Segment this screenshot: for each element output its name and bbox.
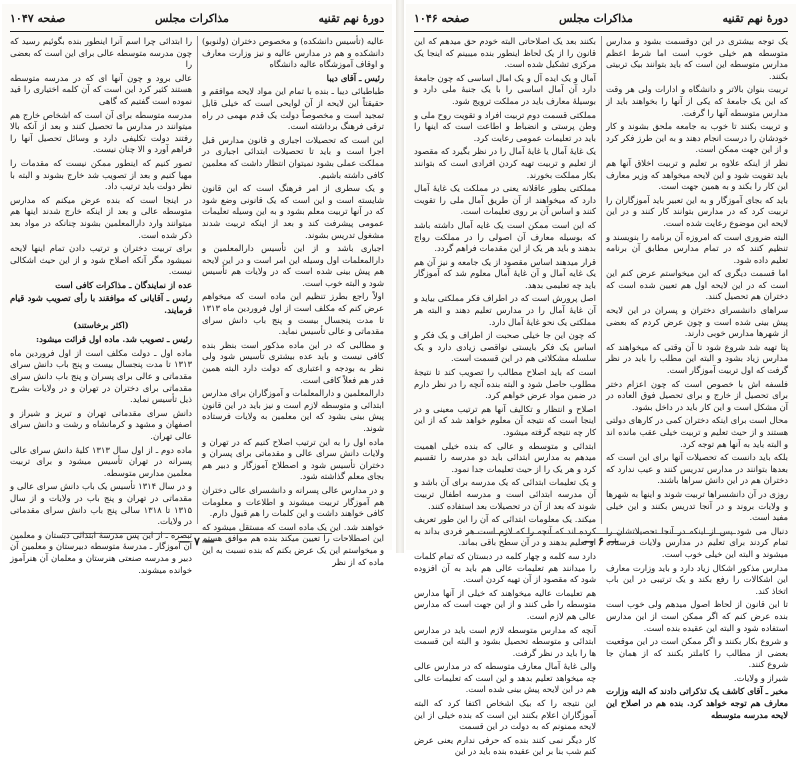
- speaker-line: رئیس ـ آقای دیبا: [326, 72, 384, 83]
- paragraph: که این است ممکن است یک غایه آمال داشته باشد که بوسیله معارف آن اصولی را در مملکت رواج بدهند و باید هر یک از این مقدمات فراهم گردد.: [414, 219, 596, 254]
- session-label: دورهٔ نهم تقنیه: [318, 11, 384, 25]
- page-body: [10, 36, 384, 575]
- paragraph: یک غایهٔ آمال یا غایهٔ آمال را در نظر بگیرد که مقصود از تعلیم و تربیت تهیه کردن افرادی است که بتوانند بکار مملکت بخورند.: [414, 146, 596, 180]
- paragraph: اجباری باشد و از این تأسیس دارالمعلمین و دارالمعلمات اول وسیله این امر است و در این لایحه هم پیش بینی شده است که در ولایات هم تأسیس شود و البته خوب است.: [202, 243, 384, 288]
- paragraph: تبصره ـ از این پس مدرسهٔ ابتدائی دبستان و معلمین آن آموزگار ـ مدرسهٔ متوسطه دبیرستان و معلمین آن دبیر و مدرسه صنعتی هنرستان و معلمان آن هنرآموز خوانده میشوند.: [10, 529, 192, 575]
- paragraph: یک توجه بیشتری در این دوقسمت بشود و مدارس متوسطه هم خیلی خوب است اما شرط اعظم مدارس متوسطه این است که باید بتوانند بیک تربیتی بکنند.: [606, 36, 788, 81]
- book-gutter: [396, 0, 404, 553]
- paragraph: خواهند شد. این یک ماده است که مستقل میشود که این اصطلاحات را تعیین میکند بنده هم موافق هستم و میخواستم این یک عرض بکنم که بنده نسبت به این ماده که از نظر: [202, 521, 384, 567]
- paragraph: مدرسه متوسطه برای آن است که اشخاص خارج هم میتوانند در مدارس ما تحصیل کنند و بعد از آنکه بالا رفتند دولت تکلیفی دارد و وسائل تحصیل آنها را فراهم آورد و الا چنان نیست.: [10, 109, 192, 155]
- paragraph: دارالمعلمین و دارالمعلمات و آموزگاران برای مدارس ابتدائی و متوسطه لازم است و نیز باید در این قانون پیش بینی بشود که این معلمین به ولایات فرستاده شوند.: [202, 388, 384, 433]
- paragraph: تا این قانون از لحاظ اصول میدهم ولی خوب است بنده عرض کنم که اگر ممکن است از این مدارس استفاده شود و البته این عقیده بنده است.: [606, 599, 788, 633]
- publication-title: مذاکرات مجلس: [558, 11, 633, 25]
- session-label: دورهٔ نهم تقنیه: [722, 11, 788, 25]
- paragraph: برای تربیت دختران و ترتیب دادن تمام اینها لایحه نمیشود مگر آنکه اصلاح شود و از این حیث اشکالی نیست.: [10, 243, 192, 277]
- page-left: [2, 4, 392, 575]
- paragraph: شیراز و ولایات.: [733, 672, 788, 683]
- page-footer-number: — ۷ —: [179, 535, 215, 548]
- paragraph: کار دیگر نمی کنند بنده که حرفی ندارم یعنی عرض کنم شب بنا بر این عقیده بنده باید در این: [414, 734, 596, 757]
- page-body: [413, 36, 788, 757]
- paragraph: را ابتدائی چرا اسم آنرا اینطور بنده بگوئیم رسید که چون مدرسه متوسطه عالی برای این است که بعضی را: [10, 36, 192, 70]
- paragraph: هم تعلیمات عالیه میخواهند که خیلی از آنها مدارس متوسطه را طی کنند و از این جهت است که مدارس عالی هم لازم است.: [414, 587, 596, 621]
- speaker-line: رئیس ـ آقایانی که موافقند با رأی تصویب شود قیام فرمایند.: [10, 293, 192, 316]
- paragraph: تصور کنیم که اینطور ممکن نیست که مقدمات را مهیا کنیم و بعد از تصویب شد خارج بشوند و البته با نظر دولت باید ترتیب داد.: [10, 157, 192, 192]
- page-number: صفحه ۱۰۴۷: [10, 11, 66, 25]
- paragraph: آنچه که مدارس متوسطه لازم است باید در مدارس ابتدائی و متوسطه تحصیل بشود و البته این قسمت ها را باید در نظر گرفت.: [414, 624, 596, 658]
- paragraph: روزی در آن دانشسراها تربیت شوند و اینها به شهرها و ولایات بروند و در آنجا تدریس بکنند و این خیلی مفید است.: [606, 488, 788, 523]
- paragraph: البته ضروری است که امروزه آن برنامه را بنویسند و تنظیم کنند که در تمام مدارس مطابق آن برنامه تعلیم داده شود.: [606, 231, 788, 265]
- paragraph: دنبال می شود پس از اینکه در آنجا تحصیلاتشان را تمام کردند برای تعلیم در مدارس ولایات فرستاده میشوند و البته این خیلی خوب است.: [606, 525, 788, 559]
- footer-rule: [62, 533, 332, 534]
- page-footer-number: — ۶ —: [583, 535, 619, 548]
- paragraph: بلکه باید دانست که تحصیلات آنها برای این است که بعدها بتوانند در مدارس تدریس کنند و عیب ندارد که دختران هم در این دانش سراها باشند.: [606, 452, 788, 486]
- paragraph: تربیت بنوان بالاتر و دانشگاه و ادارات ولی هر وقت که این یک جامعهٔ که یکی از آنها را بخواهند باید از مدارس متوسطه آنها را گرفت.: [606, 84, 788, 118]
- paragraph: آمال و یک ایده آل و یک امال اساسی که چون جامعهٔ دارد آن آمال اساسی را با یک جنبهٔ ملی دارد و بوسیلهٔ معارف باید در مملکت ترویج شود.: [414, 72, 596, 106]
- paragraph: فلسفه اش با خصوص است که چون اعزام دختر برای تحصیل از خارج و برای تحصیل فوق العاده در آن مشکل است و این کار باید در داخل بشود.: [606, 378, 788, 412]
- paragraph: اصل پرورش است که در اطراف فکر مملکتی بیاید و آن غایهٔ آمال را در مدارس تعلیم دهند و البته هر مملکتی یک نحو غایهٔ آمال دارد.: [414, 293, 596, 327]
- paragraph: ماده اول را به این ترتیب اصلاح کنیم که در تهران و ولایات دانش سرای عالی و مقدماتی برای پسران و دختران تأسیس شود و اصطلاح آموزگار و دبیر هم بجای معلم گذاشته شود.: [202, 436, 384, 482]
- paragraph: که چون این جا خیلی صحبت از اطراف و یک فکر و اساس یک فکر بایستی نواقصی زیادی دارد و یک سلسله مشکلاتی هم در این قسمت است.: [414, 330, 596, 364]
- paragraph: اما قسمت دیگری که این میخواستم عرض کنم این است که در این لایحه اول هم تعیین شده است که دختران هم تحصیل کنند.: [606, 268, 788, 302]
- paragraph: این نتیجه را که بیک اشخاص اکتفا کرد که البته آموزگاران اعلام بکنند این است که بنده خیلی از این لایحه ممنونم که به دولت در این قسمت: [414, 698, 596, 732]
- paragraph: مملکتی قسمت دوم تربیت افراد و تقویت روح ملی و وطن پرستی و انضباط و اطاعت است که اینها را باید در تعلیمات عمومی رعایت کرد.: [413, 109, 596, 143]
- paragraph: مملکتی بطور عاقلانه یعنی در مملکت یک غایهٔ آمال دارد که میخواهند از آن طریق آمال ملی را تقویت کنند و اساس آن بر روی تعلیمات است.: [414, 183, 596, 217]
- paragraph: قرار میدهند اساس مقصود از یک جامعه و نیز آن هم یک غایه آمال و آن غایهٔ آمال معلوم شد که آموزگار باید چه تعلیمی بدهد.: [414, 256, 596, 290]
- paragraph: میکند. یک معلومات ابتدائی که آن را این طور تعریف کرده اند که آنچه را که لازم است هر فردی بداند به او تعلیم بدهند و در آن سطح باقی بماند.: [414, 514, 596, 548]
- paragraph: و تربیت بکنند تا خوب به جامعه ملحق بشوند و کار خودشان را درست انجام دهند و به این طرز فکر کرد و از این جهت ممکن است.: [606, 121, 788, 155]
- paragraph: نظر از اینکه علاوه بر تعلیم و تربیت اخلاق آنها هم باید تقویت شود و این لایحه میخواهد که وزیر معارف این کار را بکند و به همین جهت است.: [606, 157, 788, 192]
- header-rule: [414, 31, 788, 32]
- paragraph: است که باید اصلاح مطالب را تصویب کند تا نتیجهٔ مطلوب حاصل شود و البته بنده آنچه را در نظر دارم در ضمن مواد عرض خواهم کرد.: [414, 367, 596, 401]
- stage-note: (اکثر برخاستند): [73, 319, 129, 330]
- paragraph: اصلاح و انتظار و تکالیف آنها هم ترتیب معینی و در اینجا است که نتیجه آن معلوم خواهد شد که از این کار چه نتیجه گرفته میشود.: [414, 403, 596, 437]
- paragraph: ماده اول ـ دولت مکلف است از اول فروردین ماه ۱۳۱۳ تا مدت پنجسال بیست و پنج باب دانش سرای مقدماتی و عالی برای پسران و پنج باب دانش سرای مقدماتی برای دختران در تهران و در ولایات بشرح ذیل تأسیس نماید.: [10, 347, 192, 405]
- text-column-left: [202, 36, 384, 567]
- text-column-right: [10, 36, 192, 575]
- publication-title: مذاکرات مجلس: [154, 11, 229, 25]
- paragraph: و مطالبی که در این ماده مذکور است بنظر بنده کافی نیست و باید عده بیشتری تأسیس شود ولی نظر به بودجه و اعتباری که دولت دارد البته همین قدر هم فعلاً کافی است.: [202, 339, 384, 385]
- paragraph: باید که بجای آموزگار و به این تعبیر باید آموزگاران را تربیت کرد که در مدارس بتوانند کار کنند و در این لایحه این موضوع رعایت شده است.: [606, 194, 788, 228]
- page-header: [10, 8, 384, 28]
- page-right: [406, 4, 796, 757]
- header-rule: [10, 31, 384, 32]
- speaker-line: مخبر ـ آقای کاشف یک تذکراتی دادند که البته وزارت معارف هم توجه خواهد کرد. بنده هم در اصلاح این لایحه مدرسه متوسطه: [606, 686, 788, 720]
- paragraph: ماده دوم ـ از اول سال ۱۳۱۳ کلیهٔ دانش سرای عالی پسرانه در تهران تأسیس میشود و برای تربیت معلمین مدارس متوسطه.: [10, 444, 192, 478]
- footer-rule: [466, 533, 736, 534]
- paragraph: مدارس مذکور اشکال زیاد دارد و باید وزارت معارف این اشکالات را رفع بکند و یک ترتیبی در این باب اتخاذ کند.: [606, 562, 788, 596]
- paragraph: در اینجا است که بنده عرض میکنم که مدارس متوسطه عالی و بعد از اینکه خارج شدند اینها هم میتوانند وارد دارالمعلمین بشوند چنانکه در مواد بعد ذکر شده است.: [10, 194, 192, 240]
- paragraph: و در مدارس عالی پسرانه و دانشسرای عالی دختران هم آموزگار تربیت میشوند و اطلاعات و معلومات کافی خواهند داشت و این کلمات را هم قبول دارم.: [202, 484, 384, 519]
- paragraph: و یک تعلیمات ابتدائی که یک مدرسه برای آن باشد و آن مدرسه ابتدائی است و مدرسه اطفال تربیت شوند که بعد از آن در تحصیلات بعد استفاده کنند.: [414, 477, 596, 511]
- paragraph: عالی برود و چون آنها ای که در مدرسه متوسطه هستند کثیر کرد این است که آن کلمه اختیاری را قید نموده است گفتیم که گاهی: [10, 72, 192, 106]
- paragraph: ابتدائی و متوسطه و عالی که بنده خیلی اهمیت میدهم به مدارس ابتدائی باید دو مدرسه را تقسیم کرد و هر یک را از حیث تعلیمات جدا نمود.: [414, 440, 596, 474]
- paragraph: والی غایهٔ آمال معارف متوسطه که در مدارس عالی چه میخواهد تعلیم بدهد و این است که تعلیمات عالی هم در این لایحه پیش بینی شده است.: [414, 661, 596, 695]
- paragraph: و در سال ۱۳۱۴ تأسیس یک باب دانش سرای عالی و مقدماتی در تهران و پنج باب در ولایات و از سال ۱۳۱۵ تا ۱۳۱۸ سالی پنج باب دانش سرای مقدماتی در ولایات.: [10, 481, 192, 527]
- paragraph: و شروع بکار بکنند و اگر ممکن است در این موقعیت بعضی از مطالب را کاملتر بکنند که از همان جا شروع کنند.: [606, 636, 788, 670]
- paragraph: پتا تهیه شد شروع شود تا آن وقتی که میخواهند که مدارس زیاد بشود و البته این مطلب را باید در نظر گرفت که اول تربیت آموزگار است.: [606, 341, 788, 376]
- page-header: [414, 8, 788, 28]
- paragraph: بکنند بعد یک اصلاحاتی البته خودم حق میدهم که این قانون را از یک لحاظ اینطور بنده میبینم که اینجا یک مرکزی تشکیل شده است.: [414, 36, 596, 70]
- paragraph: دانش سرای مقدماتی تهران و تبریز و شیراز و اصفهان و مشهد و کرمانشاه و رشت و دانش سرای عالی تهران.: [10, 407, 192, 441]
- text-column-left: [606, 36, 788, 720]
- paragraph: این است که تحصیلات اجباری و قانون مدارس قبل اجرا است و باید تا تحصیلات ابتدائی اجباری در مملکت عملی بشود نمیتوان انتظار داشت که معلمین کافی داشته باشیم.: [202, 134, 384, 180]
- paragraph: عالیه (تأسیس دانشکده) و مخصوص دختران (ولنوبو) دانشکده و هم در مدارس عالیه و نیز وزارت معارف و اوقاف آموزشگاه عالیه دانشگاه: [202, 36, 384, 70]
- text-column-right: [413, 36, 596, 757]
- paragraph: طباطبائی دیبا ـ بنده با تمام این مواد لایحه موافقم و حقیقتاً این لایحه از آن لوایحی است که خیلی قابل تمجید است و مخصوصاً دولت یک قدم مهمی در راه ترقی فرهنگ برداشته است.: [202, 86, 384, 132]
- paragraph: و یک سطری از امر فرهنگ است که این قانون شایسته است و این است که یک قانونی وضع شود که در آنها تربیت معلم بشود و به این وسیله تعلیمات عمومی پیشرفت کند و بعد از اینکه تربیت شدند مشغول تدریس بشوند.: [202, 183, 384, 240]
- page-number: صفحه ۱۰۴۶: [414, 11, 470, 25]
- speaker-line: عده از نمایندگان ـ مذاکرات کافی است: [55, 279, 192, 290]
- paragraph: محال است برای اینکه دختران کمی در کارهای دولتی هستند و از حیث تعلیم و تربیت خیلی عقب مانده اند و البته باید به آنها هم توجه کرد.: [606, 415, 788, 449]
- paragraph: اولاً راجع بطرز تنظیم این ماده است که میخواهم عرض کنم که مکلف است از اول فروردین ماه ۱۳۱۳ تا مدت پنجسال بیست و پنج باب دانش سرای مقدماتی و عالی تأسیس نماید.: [202, 291, 384, 337]
- paragraph: سراهای دانشسرای دختران و پسران در این لایحه پیش بینی شده است و چون عرض کردم که بعضی از شهرها مدارس خوبی دارند.: [606, 305, 788, 339]
- paragraph: دارد سه کلمه و چهار کلمه در دبستان که تمام کلمات را میدانند هم تعلیمات عالی هم باید به آن افزوده شود که مقصود از آن تهیه کردن است.: [414, 550, 596, 585]
- speaker-line: رئیس ـ تصویب شد. ماده اول قرائت میشود:: [36, 334, 192, 345]
